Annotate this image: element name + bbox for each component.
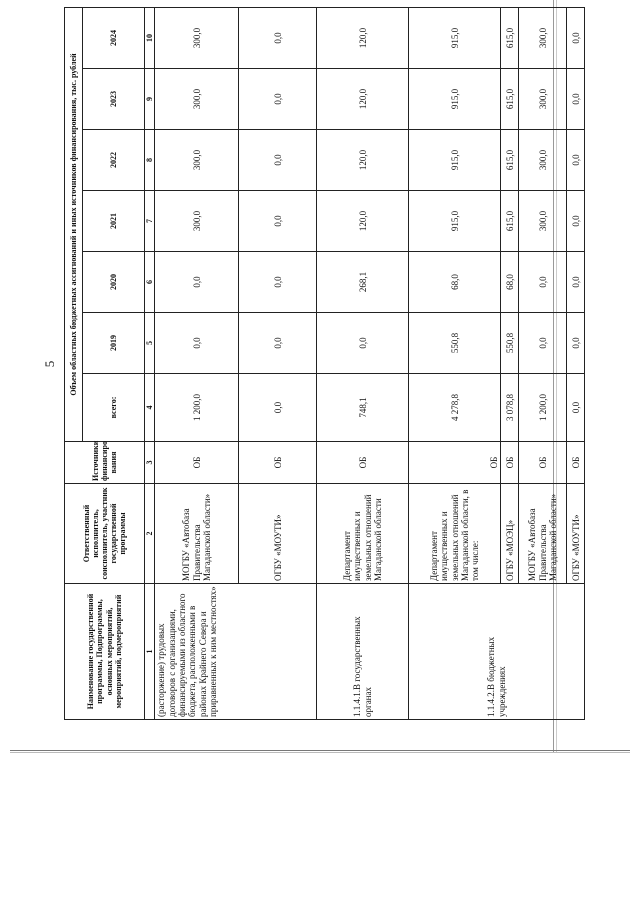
row-value: 0,0 bbox=[567, 374, 585, 442]
row-value: 268,1 bbox=[317, 252, 409, 313]
row-name: 1.1.4.1.В государственных органах bbox=[317, 584, 409, 720]
row-value: 0,0 bbox=[155, 313, 239, 374]
row-value: 915,0 bbox=[409, 191, 501, 252]
header-year: 2020 bbox=[83, 252, 145, 313]
row-value: 4 278,8 bbox=[409, 374, 501, 442]
row-value: 0,0 bbox=[239, 130, 317, 191]
row-value: 915,0 bbox=[409, 130, 501, 191]
row-value: 0,0 bbox=[239, 252, 317, 313]
row-value: 300,0 bbox=[155, 7, 239, 68]
row-value: 1 200,0 bbox=[519, 374, 567, 442]
row-value: 915,0 bbox=[409, 69, 501, 130]
row-source: ОБ bbox=[239, 442, 317, 484]
row-source: ОБ bbox=[519, 442, 567, 484]
column-number: 8 bbox=[145, 130, 155, 191]
row-value: 300,0 bbox=[155, 130, 239, 191]
row-source: ОБ bbox=[567, 442, 585, 484]
row-value: 0,0 bbox=[567, 7, 585, 68]
row-source: ОБ bbox=[317, 442, 409, 484]
row-name: (расторжение) трудовых договоров с организациями, финансируемыми из областного бюджета, расположенными в районах Крайнего Севера и приравненных к ним местностях» bbox=[155, 584, 317, 720]
row-value: 550,8 bbox=[501, 313, 519, 374]
table-row bbox=[409, 7, 501, 719]
page-break-line bbox=[10, 750, 630, 751]
row-value: 615,0 bbox=[501, 7, 519, 68]
row-responsible: МОГБУ «Автобаза Правительства Магаданской области» bbox=[155, 484, 239, 584]
column-number: 9 bbox=[145, 69, 155, 130]
row-responsible: МОГБУ «Автобаза Правительства Магаданской области» bbox=[519, 484, 567, 584]
row-value: 1 200,0 bbox=[155, 374, 239, 442]
row-value: 748,1 bbox=[317, 374, 409, 442]
column-number: 3 bbox=[145, 442, 155, 484]
column-number: 7 bbox=[145, 191, 155, 252]
row-value: 300,0 bbox=[155, 69, 239, 130]
row-value: 300,0 bbox=[519, 191, 567, 252]
row-value: 120,0 bbox=[317, 69, 409, 130]
row-value: 300,0 bbox=[155, 191, 239, 252]
row-responsible: ОГБУ «МОУТИ» bbox=[239, 484, 317, 584]
header-responsible: Ответственный исполнитель, соисполнитель, участник государственной программы bbox=[65, 484, 145, 584]
row-value: 615,0 bbox=[501, 69, 519, 130]
column-numbers-row bbox=[145, 7, 155, 719]
column-number: 6 bbox=[145, 252, 155, 313]
row-value: 0,0 bbox=[155, 252, 239, 313]
row-value: 550,8 bbox=[409, 313, 501, 374]
row-responsible: Департамент имущественных и земельных отношений Магаданской области, в том числе: bbox=[409, 484, 501, 584]
column-number: 1 bbox=[145, 584, 155, 720]
row-value: 0,0 bbox=[239, 7, 317, 68]
header-name: Наименование государственной программы, Подпрограммы, основных мероприятий, мероприятий, подмероприятий bbox=[65, 584, 145, 720]
row-source: ОБ bbox=[501, 442, 519, 484]
row-value: 120,0 bbox=[317, 191, 409, 252]
row-value: 300,0 bbox=[519, 130, 567, 191]
column-number: 10 bbox=[145, 7, 155, 68]
row-name: 1.1.4.2.В бюджетных учреждениях bbox=[409, 584, 585, 720]
row-source: ОБ bbox=[409, 442, 501, 484]
column-number: 5 bbox=[145, 313, 155, 374]
row-value: 300,0 bbox=[519, 69, 567, 130]
table-row bbox=[155, 7, 239, 719]
row-value: 0,0 bbox=[519, 252, 567, 313]
row-responsible: ОГБУ «МОУТИ» bbox=[567, 484, 585, 584]
header-year: 2023 bbox=[83, 69, 145, 130]
header-source: Источники финансиро вания bbox=[65, 442, 145, 484]
row-value: 0,0 bbox=[567, 313, 585, 374]
table-row bbox=[317, 7, 409, 719]
page-break-line-2 bbox=[10, 752, 630, 753]
column-number: 4 bbox=[145, 374, 155, 442]
row-value: 68,0 bbox=[501, 252, 519, 313]
row-value: 0,0 bbox=[567, 191, 585, 252]
header-year: 2022 bbox=[83, 130, 145, 191]
rotated-table-container bbox=[64, 8, 581, 720]
row-value: 0,0 bbox=[317, 313, 409, 374]
row-value: 0,0 bbox=[239, 191, 317, 252]
row-source: ОБ bbox=[155, 442, 239, 484]
row-value: 615,0 bbox=[501, 191, 519, 252]
row-value: 615,0 bbox=[501, 130, 519, 191]
header-year: 2021 bbox=[83, 191, 145, 252]
page-number: 5 bbox=[42, 360, 57, 368]
financing-table bbox=[64, 7, 585, 720]
row-value: 0,0 bbox=[239, 69, 317, 130]
header-total: всего: bbox=[83, 374, 145, 442]
row-value: 0,0 bbox=[519, 313, 567, 374]
header-volume: Объем областных бюджетных ассигнований и иных источников финансирования, тыс. рублей bbox=[65, 7, 83, 441]
header-year: 2019 bbox=[83, 313, 145, 374]
row-value: 300,0 bbox=[519, 7, 567, 68]
row-value: 915,0 bbox=[409, 7, 501, 68]
row-value: 0,0 bbox=[239, 374, 317, 442]
header-year: 2024 bbox=[83, 7, 145, 68]
row-value: 0,0 bbox=[239, 313, 317, 374]
row-value: 120,0 bbox=[317, 7, 409, 68]
row-value: 0,0 bbox=[567, 252, 585, 313]
row-responsible: Департамент имущественных и земельных отношений Магаданской области bbox=[317, 484, 409, 584]
row-responsible: ОГБУ «МОЭЦ» bbox=[501, 484, 519, 584]
row-value: 0,0 bbox=[567, 69, 585, 130]
row-value: 3 078,8 bbox=[501, 374, 519, 442]
row-value: 68,0 bbox=[409, 252, 501, 313]
column-number: 2 bbox=[145, 484, 155, 584]
row-value: 0,0 bbox=[567, 130, 585, 191]
row-value: 120,0 bbox=[317, 130, 409, 191]
